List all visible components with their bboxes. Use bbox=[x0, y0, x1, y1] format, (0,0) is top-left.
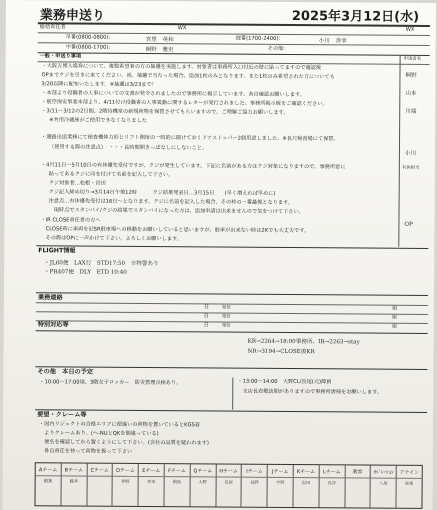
team-name: ｵﾍﾟﾚｰｼｮﾝ bbox=[373, 469, 394, 476]
team-member: 宇野 bbox=[275, 479, 285, 485]
nakaban-names: 桐野 雅史 bbox=[145, 46, 174, 54]
team-name: Aチーム bbox=[38, 467, 58, 474]
signer-name: 山本 bbox=[405, 90, 417, 97]
team-cell bbox=[216, 464, 242, 506]
schedule-heading: その他 本日の予定 bbox=[37, 368, 94, 376]
schedule-left: ・10:00～17:00頃、3階女子ロッカー 防災管理点検あり。 bbox=[39, 379, 182, 387]
team-cell bbox=[190, 464, 216, 506]
signer-name: 有休担当 bbox=[401, 165, 420, 171]
flight-item: ・PR407便 DLY ETD 10:40 bbox=[44, 269, 127, 276]
team-name: Cチーム bbox=[90, 467, 109, 474]
team-member: 長野 bbox=[250, 479, 259, 485]
team-name: Fチーム bbox=[168, 468, 187, 475]
team-name: Hチーム bbox=[219, 468, 239, 475]
business-sender-tag: 発信 bbox=[221, 314, 231, 320]
claims-line: よりクレームあり。(ヘ-NUとQKを間違っている) bbox=[38, 430, 159, 438]
team-member: 藤本 bbox=[69, 478, 79, 484]
team-member: 長尾 bbox=[224, 479, 233, 485]
note-line: ※共用冷蔵庫がご使用できなくなりました bbox=[49, 117, 147, 124]
team-member: 宮本 bbox=[147, 478, 156, 485]
signer-name: 川端 bbox=[405, 108, 417, 115]
special-line: KR→2264→18:00事務所、IR→2263→stay bbox=[247, 338, 360, 346]
team-name: Lチーム bbox=[322, 469, 341, 476]
note-line: ・IR CLOSE責任者の方へ bbox=[40, 217, 101, 224]
osoban-label: 遅番(1700-2400): bbox=[235, 35, 281, 42]
team-cell bbox=[268, 465, 294, 507]
note-line: 現時点でスタンバイ/クジの結果でスタンバイになった方は、追加申請は出来ませんので気をつけて下さい。 bbox=[48, 207, 304, 216]
team-cell bbox=[61, 463, 87, 505]
supervisor-label: 総括責任者 bbox=[39, 24, 66, 31]
team-member: 稲葉 bbox=[43, 478, 53, 484]
team-member: 長谷 bbox=[327, 480, 337, 486]
note-line: ・本部より役職者の人事についての文書が発令されましたので事務所に掲示しています。各自確認お願いします。 bbox=[41, 90, 306, 99]
team-member: 伊野 bbox=[121, 478, 130, 484]
claims-line: 各自責任を持って荷物を扱って下さい bbox=[38, 448, 133, 455]
notes-heading: 一般・申送り事項 bbox=[39, 53, 82, 60]
team-name: 教育 bbox=[352, 469, 363, 476]
note-line: 貼ってあるクジに印を付けて名前を記入して下さい。 bbox=[48, 171, 174, 179]
team-grid bbox=[34, 462, 422, 509]
note-line: ・通路出送業務にて検査機体力形とリフト側扉の一時的に開けておくドアストッパー2個用意しました。※長尺検査場にて保管、 bbox=[41, 134, 339, 143]
note-line: OPまでクジを引きに来てください。尚、抽選で当たった場合、追加1枚のみとなります。また1枚のみ希望された方についても bbox=[41, 72, 335, 81]
team-cell bbox=[87, 464, 113, 506]
note-line: （使用する際の注意点） ・・・長時間開きっぱなしにしないこと。 bbox=[48, 144, 208, 152]
claims-line: 便名を確認してから置くようにして下さい。(会社の品質を疑われます) bbox=[38, 439, 209, 447]
sonota-label: その他: bbox=[267, 45, 285, 52]
note-line: ・4月11日～5月10日の有休優先受付ですが、クジが発生しています。下記に名前がある方はクジ対象になりますので、事務所窓に bbox=[40, 162, 346, 171]
team-member: 八尾 bbox=[379, 480, 388, 486]
note-line: ・大阪万博入場券について、複数希望者の方の抽選を実施します。対象者は事務所入口付近の壁に貼ってますので確認後 bbox=[41, 63, 322, 72]
business-day: 日 bbox=[203, 313, 210, 320]
business-to: 宛 bbox=[391, 314, 398, 321]
document-date: 2025年3月12日(水) bbox=[291, 8, 420, 25]
signer-name: OP bbox=[404, 221, 413, 228]
hayaban-label: 早番(0800-0800): bbox=[65, 34, 111, 41]
team-name: アテイン bbox=[399, 469, 420, 476]
schedule-right-1: ・13:00～14:00 大野CL/長尾(元)障員 bbox=[237, 378, 332, 386]
claims-line: ・国内リジェクトの合格エリアに便違いの荷物を置いているとKGS着 bbox=[39, 421, 201, 429]
team-name: Jチーム bbox=[272, 468, 289, 475]
notes-signer-heading: 申送者名 bbox=[403, 56, 422, 62]
team-member: 岩田 bbox=[301, 480, 311, 486]
business-sender-tag: 発信 bbox=[221, 305, 231, 311]
business-day: 日 bbox=[203, 322, 209, 329]
team-cell bbox=[35, 463, 61, 505]
team-cell bbox=[164, 464, 190, 506]
note-line: ・航空保安事業本部より、4/11付け役職者の人事異動に関するレターが発行されました。事務所掲示板をご確認ください。 bbox=[41, 99, 328, 108]
team-member: 松根 bbox=[404, 480, 414, 486]
claims-heading: 要望・クレーム等 bbox=[37, 411, 87, 419]
osoban-names: 小川 善幸 bbox=[318, 38, 347, 45]
note-line: クジ記入締め切り→3月14日午後12時 クジ結果発表日…3月15日 (早く増えれば早めに) bbox=[48, 189, 276, 197]
nakaban-label: 中番(0800-1700): bbox=[65, 44, 111, 51]
team-cell bbox=[113, 464, 139, 506]
business-sender-tag: 発信 bbox=[221, 323, 231, 329]
business-day: 日 bbox=[203, 304, 210, 311]
handover-sheet bbox=[2, 0, 436, 510]
note-line: 3/20以降に配布いたします。※抽選は3/23まで！ bbox=[41, 81, 157, 89]
team-cell bbox=[242, 465, 268, 507]
team-cell bbox=[397, 466, 422, 508]
team-name: Eチーム bbox=[142, 467, 161, 475]
special-line: NR→3194→CLOSE後KR bbox=[247, 348, 315, 356]
special-heading: 特別対応等 bbox=[37, 321, 69, 329]
team-cell bbox=[139, 464, 165, 506]
team-name: Kチーム bbox=[296, 469, 316, 476]
team-name: Gチーム bbox=[193, 468, 213, 475]
team-name: Dチーム bbox=[116, 467, 135, 474]
supervisor-value: WX bbox=[177, 25, 187, 32]
document-title: 業務申送り bbox=[39, 8, 105, 24]
team-member: 桐島 bbox=[172, 479, 182, 485]
team-cell bbox=[345, 465, 371, 507]
note-line: ・3/11～3/12の2日間、2階待機室の新規荷物を保管させてもらいますので、ご理解ご協力お願いします。 bbox=[41, 108, 289, 116]
hayaban-names: 宮里 英和 bbox=[145, 36, 174, 44]
note-line: CLOSE時に車両を旧SR駐車場への移動をお願いしていると思いますが、駐車が出来ない時は2Kでも大丈夫です。 bbox=[40, 226, 310, 235]
team-member: 大野 bbox=[198, 479, 208, 485]
note-line: その際はOPに一声かけて下さい。よろしくお願いします。 bbox=[40, 235, 183, 243]
team-cell bbox=[293, 465, 319, 507]
business-to: 宛 bbox=[391, 305, 398, 312]
business-heading: 業務連絡 bbox=[37, 294, 63, 302]
team-name: Bチーム bbox=[64, 467, 84, 474]
business-to: 宛 bbox=[391, 323, 397, 330]
flight-heading: FLIGHT情報 bbox=[38, 247, 76, 255]
note-line: クジ対象者…松根・岩田 bbox=[48, 180, 106, 187]
supervisor-right: WX bbox=[405, 26, 415, 33]
note-line: 注意点…有休優先受付は16日～となります。クジに名前を記入した場合、その枠の一番最後となります。 bbox=[48, 198, 294, 207]
team-cell bbox=[319, 465, 345, 507]
flight-item: ・JL60便 LAX行 STD17:50 ※特警あり bbox=[44, 260, 159, 268]
team-cell bbox=[371, 466, 397, 508]
schedule-right-2: 支店長表敬訪問がありますので事務所清掃をお願いします。 bbox=[237, 388, 383, 396]
team-name: Iチーム bbox=[246, 468, 263, 475]
signer-name: 桐野 bbox=[405, 72, 417, 79]
signer-name: 小川 bbox=[404, 150, 417, 157]
